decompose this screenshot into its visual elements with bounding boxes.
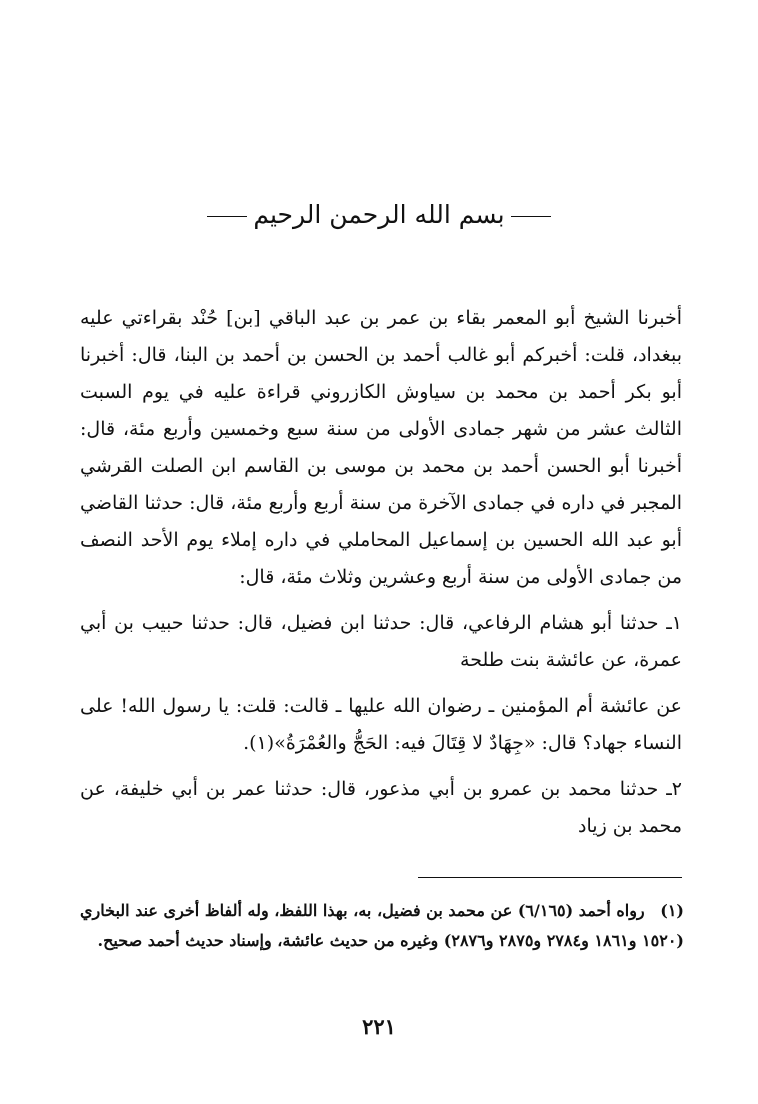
basmala-heading: بسم الله الرحمن الرحيم — [0, 200, 758, 229]
hadith-1-text: عن عائشة أم المؤمنين ـ رضوان الله عليها ـ قالت: قلت: يا رسول الله! على النساء جهاد؟ قال: «جِهَادٌ لا قِتَالَ فيه: الحَجُّ والعُمْرَةُ»(١). — [80, 695, 682, 754]
main-text — [80, 300, 682, 854]
isnad-paragraph: أخبرنا الشيخ أبو المعمر بقاء بن عمر بن عبد الباقي [بن] حُنْد بقراءتي عليه ببغداد، قلت: أخبركم أبو غالب أحمد بن الحسن بن أحمد بن البنا، قال: أخبرنا أبو بكر أحمد بن محمد بن سياوش الكازروني قراءة عليه في يوم السبت الثالث عشر من شهر جمادى الأولى من سنة سبع وخمسين وأربع مئة، قال: أخبرنا أبو الحسن أحمد بن محمد بن موسى بن القاسم ابن الصلت القرشي المجبر في داره في جمادى الآخرة من سنة أربع وأربع مئة، قال: حدثنا القاضي أبو عبد الله الحسين بن إسماعيل المحاملي في داره إملاء يوم الأحد النصف من جمادى الأولى من سنة أربع وعشرين وثلاث مئة، قال: — [80, 307, 682, 588]
footnote-divider — [418, 877, 682, 878]
hadith-2-chain: ٢ـ حدثنا محمد بن عمرو بن أبي مذعور، قال: حدثنا عمر بن أبي خليفة، عن محمد بن زياد — [80, 778, 682, 837]
footnote — [80, 896, 684, 956]
hadith-1-chain: ١ـ حدثنا أبو هشام الرفاعي، قال: حدثنا ابن فضيل، قال: حدثنا حبيب بن أبي عمرة، عن عائشة بنت طلحة — [80, 612, 682, 671]
page-number: ٢٢١ — [362, 1014, 396, 1039]
footnote-marker: (١) — [660, 901, 684, 920]
footnote-text: رواه أحمد (٦/١٦٥) عن محمد بن فضيل، به، بهذا اللفظ، وله ألفاظ أخرى عند البخاري (١٥٢٠ و١٨٦١ و٢٧٨٤ و٢٨٧٥ و٢٨٧٦) وغيره من حديث عائشة، وإسناد حديث أحمد صحيح. — [80, 901, 684, 950]
